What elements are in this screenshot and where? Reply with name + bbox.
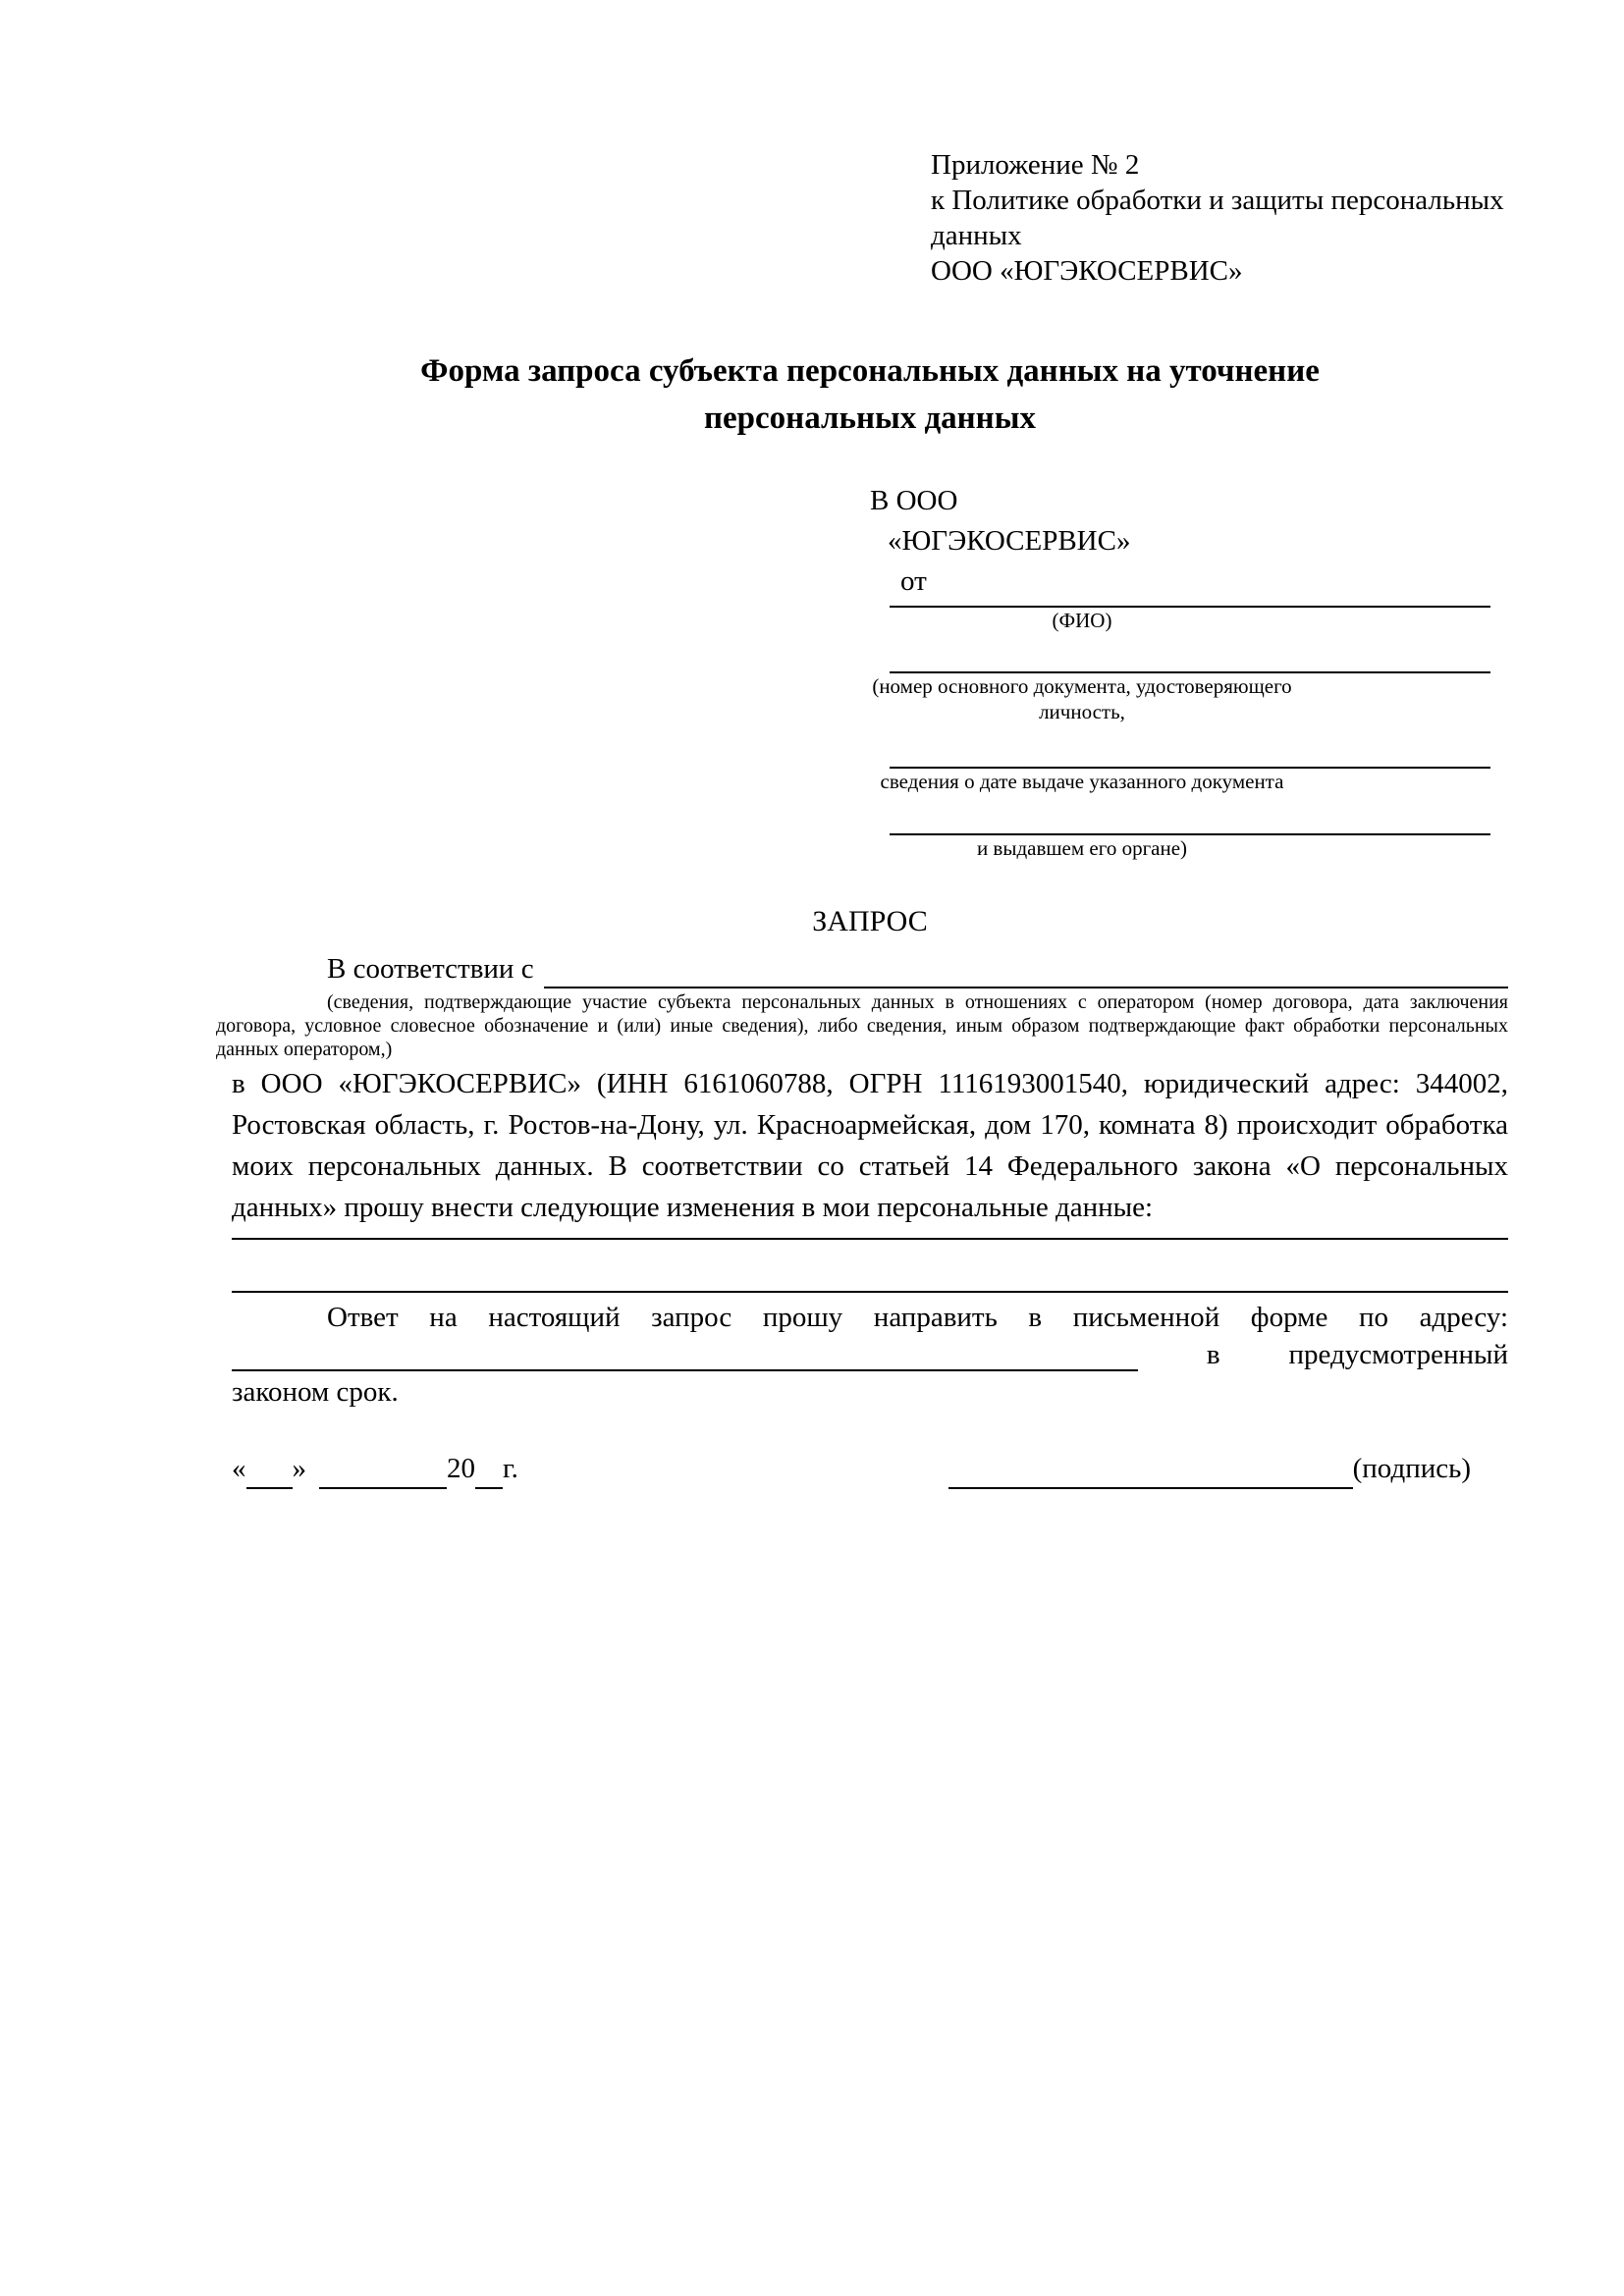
issue-date-blank-line[interactable]: [890, 724, 1490, 769]
issuing-authority-blank-line[interactable]: [890, 794, 1490, 835]
appendix-line: к Политике обработки и защиты персональных: [931, 185, 1504, 216]
year-blank-line[interactable]: [475, 1460, 503, 1489]
issuing-authority-caption: и выдавшем его органе): [976, 836, 1188, 860]
date-signature-row: [232, 1448, 1508, 1489]
date-group: [232, 1448, 518, 1489]
appendix-line: ООО «ЮГЭКОСЕРВИС»: [931, 255, 1243, 287]
address-blank-line[interactable]: [232, 1338, 1138, 1371]
changes-blank-line-1[interactable]: [232, 1228, 1508, 1240]
footnote-text: (сведения, подтверждающие участие субъекта персональных данных в отношениях с оператором (номер договора, дата заключения договора, условное словесное обозначение и (или) иные сведения), либо сведения, иным образом подтверждающие факт обработки персональных данных оператором,): [216, 991, 1508, 1060]
basis-blank-line[interactable]: [544, 949, 1508, 988]
appendix-line: Приложение № 2: [931, 149, 1140, 181]
month-blank-line[interactable]: [319, 1460, 447, 1489]
body-paragraph: в ООО «ЮГЭКОСЕРВИС» (ИНН 6161060788, ОГРН 1116193001540, юридический адрес: 344002, Ростовская область, г. Ростов-на-Дону, ул. Красноармейская, дом 170, комната 8) происходит обработка моих персональных данных. В соответствии со статьей 14 Федерального закона «О персональных данных» прошу внести следующие изменения в мои персональные данные:: [232, 1068, 1508, 1223]
issue-date-caption: сведения о дате выдаче указанного документа: [880, 770, 1284, 793]
document-title-line-2: персональных данных: [704, 400, 1036, 436]
year-suffix: г.: [503, 1453, 518, 1484]
doc-number-blank-line[interactable]: [890, 633, 1490, 673]
from-label: от: [900, 565, 927, 597]
document-title-line-1: Форма запроса субъекта персональных данных на уточнение: [420, 353, 1320, 389]
in-accordance-prefix: В соответствии с: [327, 953, 534, 985]
appendix-note: [931, 147, 1508, 289]
addressee-block: [870, 481, 1508, 861]
fio-caption: (ФИО): [1052, 609, 1112, 632]
reply-line-2: [232, 1338, 1508, 1371]
day-blank-line[interactable]: [246, 1460, 293, 1489]
intro-indent: [232, 949, 327, 988]
signature-blank-line[interactable]: [948, 1460, 1353, 1489]
request-heading: ЗАПРОС: [812, 905, 928, 937]
quote-close: »: [292, 1453, 306, 1484]
signature-caption: (подпись): [1352, 1453, 1471, 1484]
appendix-line: данных: [931, 220, 1022, 251]
doc-number-caption: (номер основного документа, удостоверяющего личность,: [872, 674, 1292, 723]
reply-line-1: Ответ на настоящий запрос прошу направить в письменной форме по адресу:: [327, 1302, 1508, 1333]
intro-line: [232, 949, 1508, 988]
year-prefix: 20: [447, 1453, 475, 1484]
changes-blank-line-2[interactable]: [232, 1240, 1508, 1293]
recipient-line-2: «ЮГЭКОСЕРВИС»: [888, 525, 1131, 557]
reply-line-3: законом срок.: [232, 1376, 399, 1408]
signature-group: [948, 1448, 1471, 1489]
recipient-line-1: В ООО: [870, 485, 958, 516]
document-title: [232, 347, 1508, 442]
quote-open: «: [232, 1453, 246, 1484]
reply-word-in: в: [1206, 1339, 1220, 1370]
reply-word-prescribed: предусмотренный: [1288, 1339, 1508, 1370]
